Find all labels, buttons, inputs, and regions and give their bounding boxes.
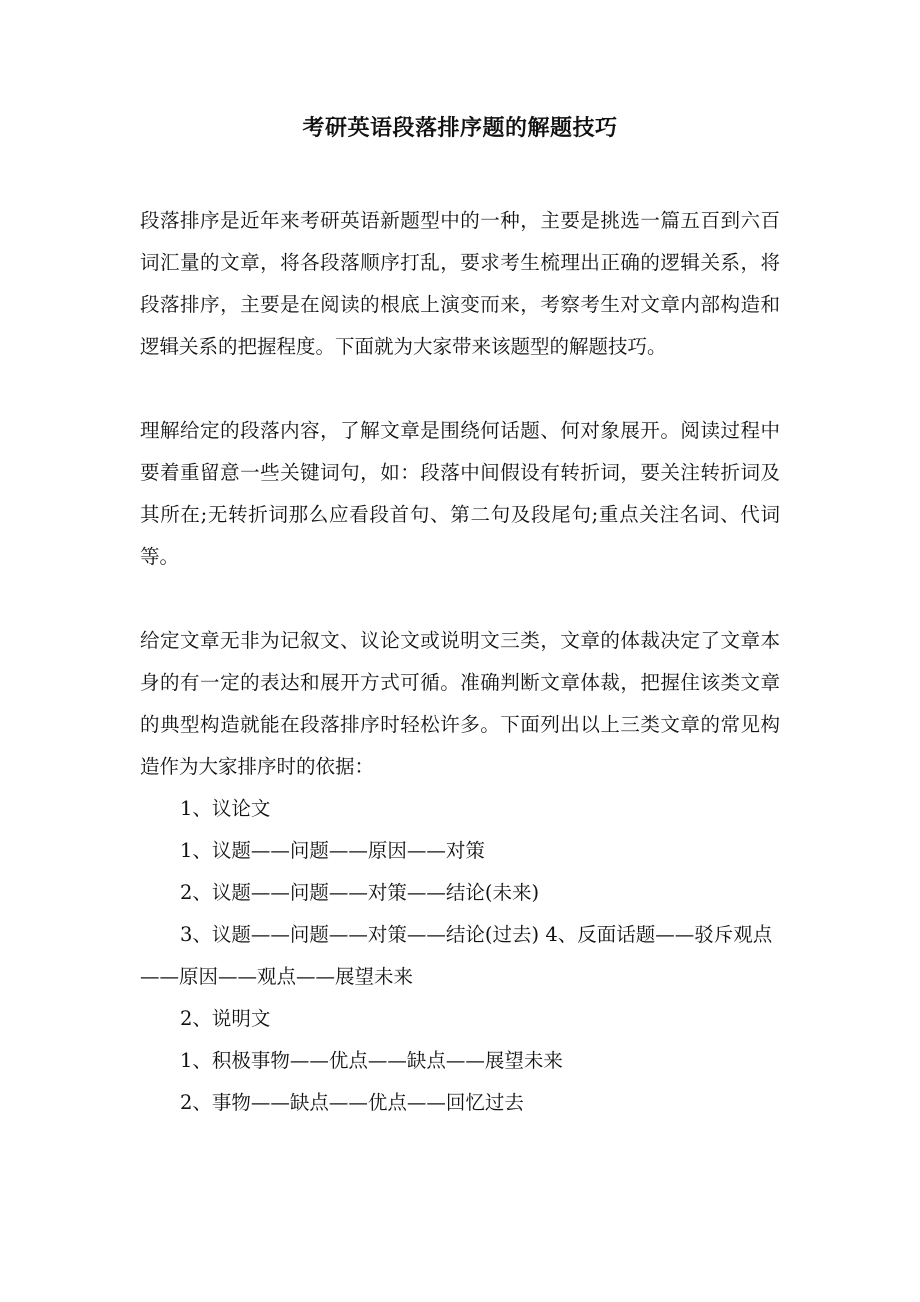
list-item-argumentative: 1、议论文 — [180, 797, 271, 820]
paragraph-gap — [140, 578, 780, 620]
document-title: 考研英语段落排序题的解题技巧 — [302, 115, 618, 141]
list-item: 3、议题——问题——对策——结论(过去) 4、反面话题——驳斥观点——原因——观点——展望未来 — [140, 923, 773, 988]
paragraph-understanding: 理解给定的段落内容，了解文章是围绕何话题、何对象展开。阅读过程中要着重留意一些关键词句，如：段落中间假设有转折词，要关注转折词及其所在;无转折词那么应看段首句、第二句及段尾句;重点关注名词、代词等。 — [140, 419, 780, 568]
list-item: 2、议题——问题——对策——结论(未来) — [180, 881, 540, 904]
list-item-expository: 2、说明文 — [180, 1007, 271, 1030]
paragraph-gap — [140, 368, 780, 410]
list-item: 2、事物——缺点——优点——回忆过去 — [180, 1091, 524, 1114]
paragraph-intro: 段落排序是近年来考研英语新题型中的一种，主要是挑选一篇五百到六百词汇量的文章，将各段落顺序打乱，要求考生梳理出正确的逻辑关系，将段落排序，主要是在阅读的根底上演变而来，考察考生对文章内部构造和逻辑关系的把握程度。下面就为大家带来该题型的解题技巧。 — [140, 209, 780, 358]
document-body — [140, 200, 780, 1124]
paragraph-genres: 给定文章无非为记叙文、议论文或说明文三类，文章的体裁决定了文章本身的有一定的表达和展开方式可循。准确判断文章体裁，把握住该类文章的典型构造就能在段落排序时轻松许多。下面列出以上三类文章的常见构造作为大家排序时的依据： — [140, 629, 780, 778]
list-item: 1、积极事物——优点——缺点——展望未来 — [180, 1049, 563, 1072]
list-item: 1、议题——问题——原因——对策 — [180, 839, 485, 862]
